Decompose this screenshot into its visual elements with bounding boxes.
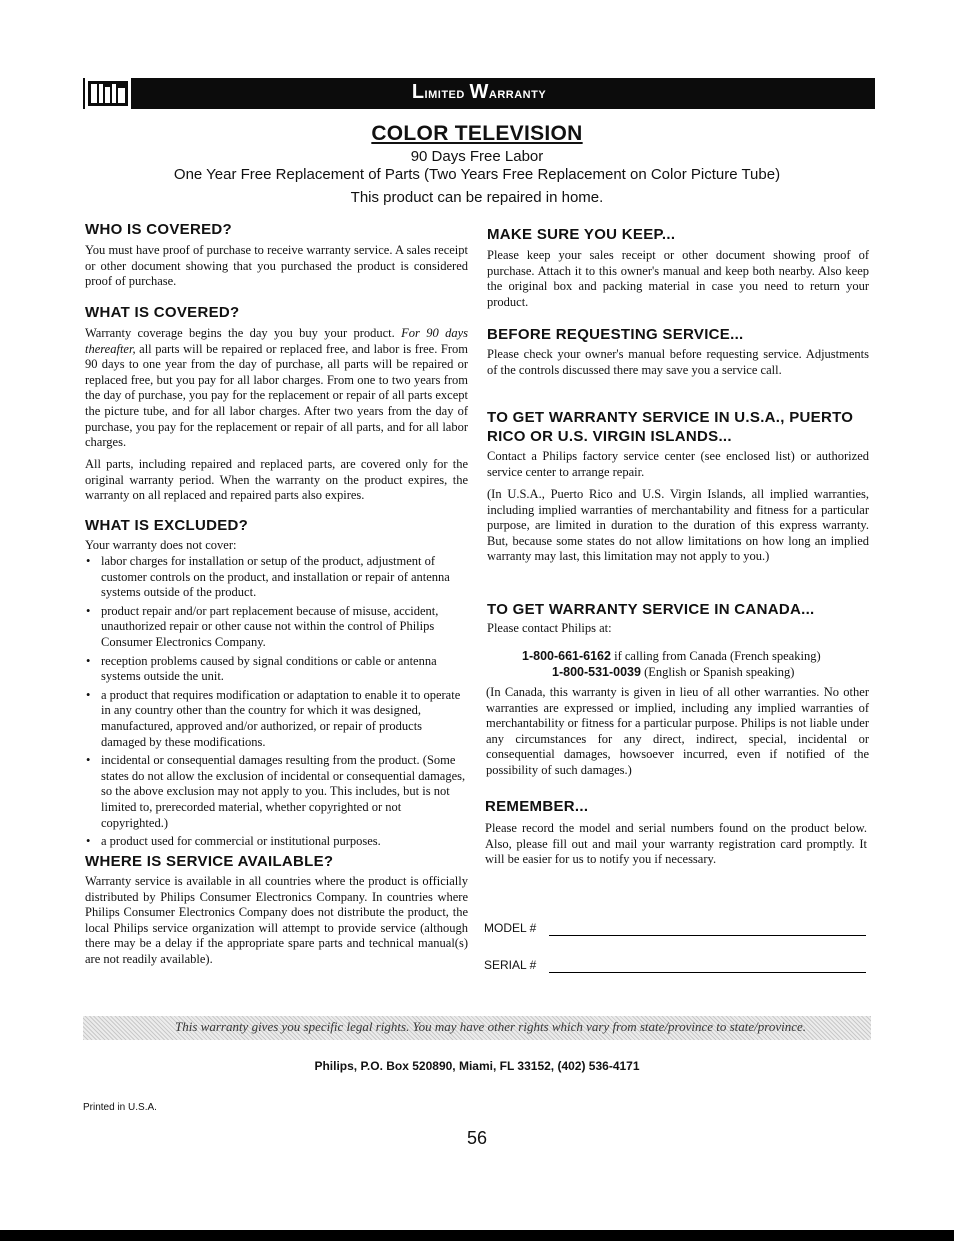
remember-heading: REMEMBER... (485, 798, 589, 815)
model-label: MODEL # (484, 921, 537, 935)
before-text: Please check your owner's manual before requesting service. Adjustments of the controls discussed there may save you a service call. (487, 347, 869, 377)
page-title: COLOR TELEVISION (371, 122, 583, 145)
list-item: • reception problems caused by signal conditions or cable or antenna systems outside the unit. (85, 654, 468, 685)
usa-text-2: (In U.S.A., Puerto Rico and U.S. Virgin Islands, all implied warranties, including implied warranties of merchantability and fitness for a particular purpose, are limited in duration to the duration of this express warranty. But, because some states do not allow limitations on how long an implied warranty may last, this limitation may not apply to you.) (487, 487, 869, 564)
subtitle-parts: One Year Free Replacement of Parts (Two Years Free Replacement on Color Picture Tube) (173, 166, 781, 183)
excluded-intro: Your warranty does not cover: (85, 538, 237, 552)
excluded-list (85, 554, 468, 853)
phone-french: 1-800-661-6162 if calling from Canada (French speaking) (522, 649, 821, 663)
bottom-bar (0, 1230, 954, 1241)
list-item: • a product used for commercial or institutional purposes. (85, 834, 468, 850)
usa-heading: TO GET WARRANTY SERVICE IN U.S.A., PUERTO RICO OR U.S. VIRGIN ISLANDS... (487, 409, 854, 445)
keep-heading: MAKE SURE YOU KEEP... (487, 226, 676, 243)
canada-intro: Please contact Philips at: (487, 621, 612, 635)
page-number: 56 (466, 1128, 488, 1148)
serial-label: SERIAL # (484, 958, 537, 972)
excluded-heading: WHAT IS EXCLUDED? (85, 517, 249, 534)
canada-heading: TO GET WARRANTY SERVICE IN CANADA... (487, 601, 815, 618)
list-item: • product repair and/or part replacement because of misuse, accident, unauthorized repair or other cause not within the control of Philips Consumer Electronics Company. (85, 604, 468, 651)
where-text: Warranty service is available in all countries where the product is officially distributed by Philips Consumer Electronics Company. In countries where Philips Consumer Electronics Company does not distribute the product, the local Philips service organization will attempt to provide service (although there may be a delay if the appropriate spare parts and technical manual(s) are not readily available). (85, 874, 468, 966)
model-field[interactable] (549, 935, 866, 936)
where-heading: WHERE IS SERVICE AVAILABLE? (85, 853, 334, 870)
legal-rights-text: This warranty gives you specific legal rights. You may have other rights which vary from state/province to state/province. (175, 1019, 807, 1034)
printed-note: Printed in U.S.A. (83, 1102, 157, 1113)
who-heading: WHO IS COVERED? (85, 221, 233, 238)
banner-title: Limited Warranty (411, 81, 547, 103)
subtitle-home: This product can be repaired in home. (350, 189, 604, 206)
what-covered-text: Warranty coverage begins the day you buy your product. For 90 days thereafter, all parts will be repaired or replaced free, and labor is free. From 90 days to one year from the day of purchase, all parts will be repaired or replaced free, but you pay for all labor charges. From one to two years from the day of purchase, you pay for the replacement or repair of all parts except the picture tube, and for all labor charges. After two years from the day of purchase, you pay for the replacement or repair of all parts, and for all labor charges. (85, 326, 468, 450)
list-item: • a product that requires modification or adaptation to enable it to operate in any country other than the country for which it was designed, manufactured, approved and/or authorized, or repair of products damaged by these modifications. (85, 688, 468, 750)
list-item: • incidental or consequential damages resulting from the product. (Some states do not allow the exclusion of incidental or consequential damages, so the above exclusion may not apply to you. This includes, but is not limited to, prerecorded material, whether copyrighted or not copyrighted.) (85, 753, 468, 831)
list-item: • labor charges for installation or setup of the product, adjustment of customer controls on the product, and installation or repair of antenna systems outside of the product. (85, 554, 468, 601)
subtitle-labor: 90 Days Free Labor (410, 148, 544, 165)
who-text: You must have proof of purchase to receive warranty service. A sales receipt or other document showing that you purchased the product is considered proof of purchase. (85, 243, 468, 289)
what-covered-text-2: All parts, including repaired and replaced parts, are covered only for the original warranty period. When the warranty on the product expires, the warranty on all replaced and repaired parts also expires. (85, 457, 468, 503)
remember-text: Please record the model and serial numbers found on the product below. Also, please fill out and mail your warranty registration card promptly. It will be easier for us to notify you if necessary. (485, 821, 867, 867)
phone-english: 1-800-531-0039 (English or Spanish speaking) (552, 665, 795, 679)
what-covered-heading: WHAT IS COVERED? (85, 304, 240, 321)
usa-text-1: Contact a Philips factory service center (see enclosed list) or authorized service center to arrange repair. (487, 449, 869, 479)
keep-text: Please keep your sales receipt or other document showing proof of purchase. Attach it to this owner's manual and keep both nearby. Also keep the original box and packing material in case you need to return your product. (487, 248, 869, 309)
legal-rights-strip (83, 1016, 871, 1040)
canada-text: (In Canada, this warranty is given in lieu of all other warranties. No other warranties are expressed or implied, including any implied warranties of merchantability or fitness for a particular purpose. Philips is not liable under any circumstances for any direct, indirect, special, incidental or consequential damages, howsoever incurred, even if notified of the possibility of such damages.) (486, 685, 869, 777)
company-address: Philips, P.O. Box 520890, Miami, FL 33152, (402) 536-4171 (314, 1059, 640, 1073)
section-banner (83, 78, 875, 109)
before-heading: BEFORE REQUESTING SERVICE... (487, 326, 744, 343)
serial-field[interactable] (549, 972, 866, 973)
